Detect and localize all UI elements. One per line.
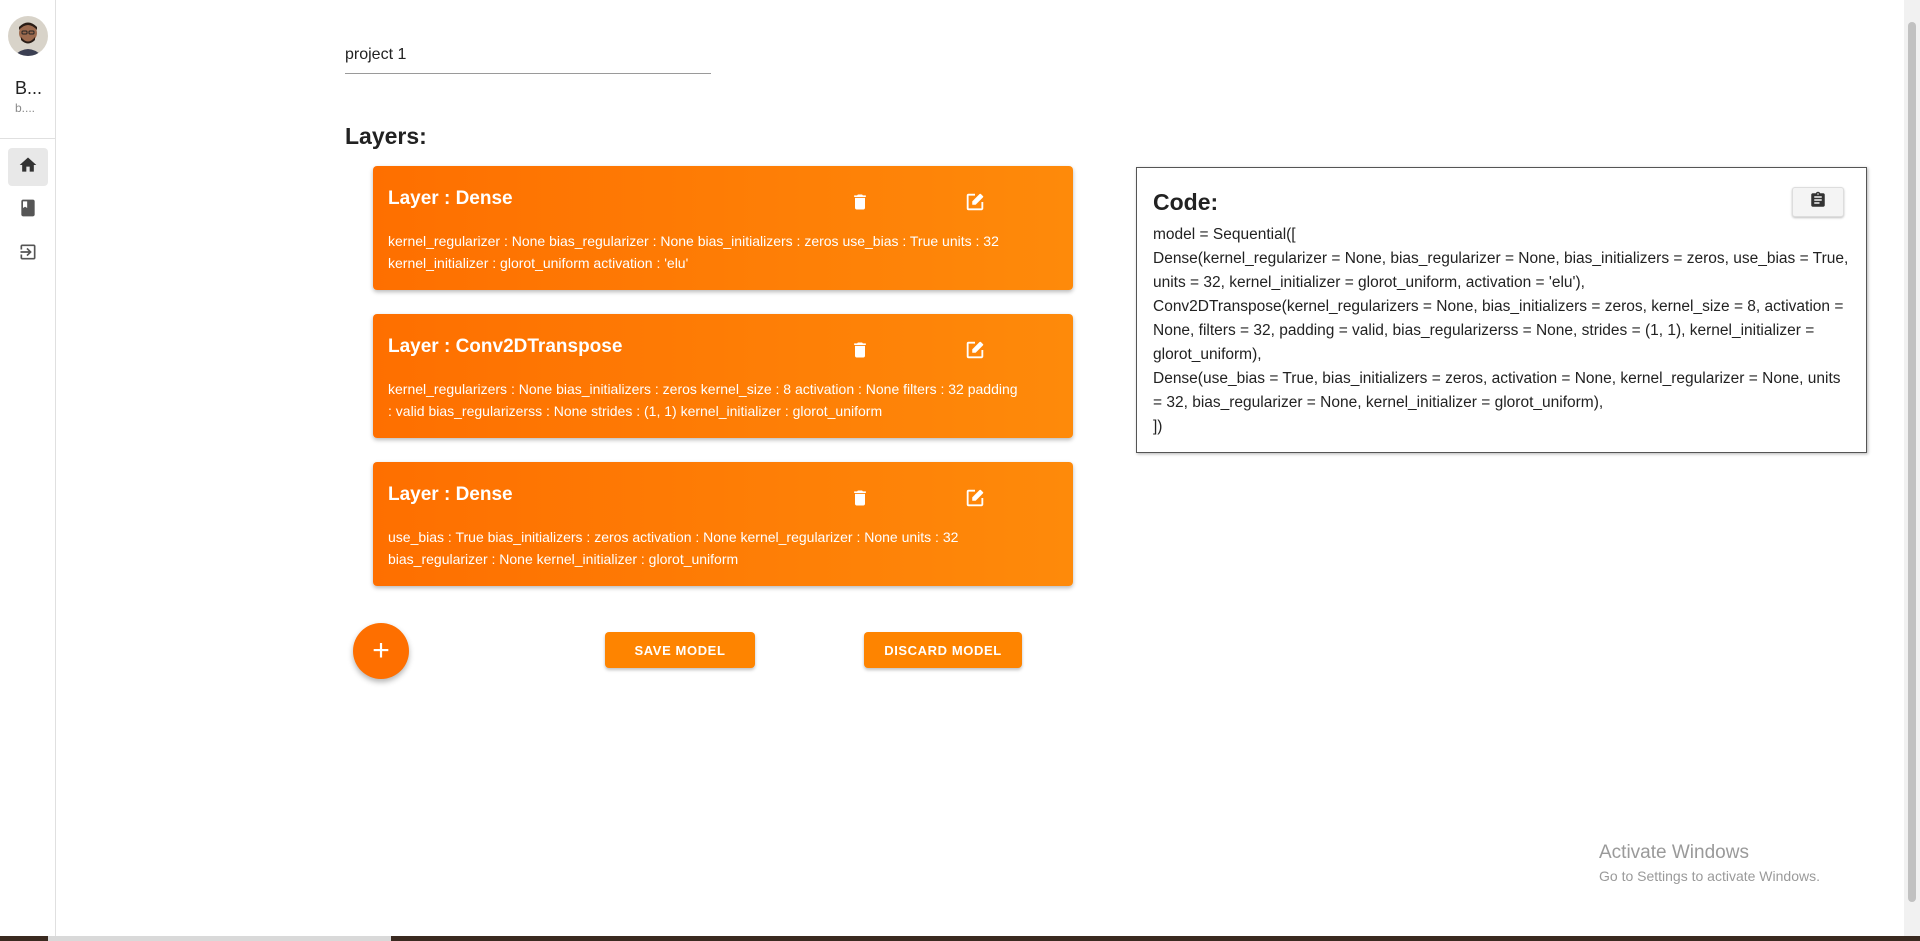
- clipboard-icon: [1809, 191, 1827, 214]
- layer-title: Layer : Dense: [388, 484, 513, 505]
- project-name-field[interactable]: [345, 42, 711, 74]
- taskbar-segment: [48, 936, 391, 941]
- vertical-scrollbar[interactable]: [1904, 0, 1920, 936]
- layer-params: use_bias : True bias_initializers : zeros activation : None kernel_regularizer : None units : 32 bias_regularizer : None kernel_initializer : glorot_uniform: [388, 529, 959, 567]
- code-title: Code:: [1153, 189, 1219, 215]
- delete-layer-button[interactable]: [842, 334, 878, 370]
- edit-layer-button[interactable]: [957, 334, 993, 370]
- logout-icon: [18, 242, 38, 267]
- sidebar-item-logout[interactable]: [8, 235, 48, 273]
- add-layer-button[interactable]: [353, 623, 409, 679]
- user-name: B...: [15, 78, 43, 98]
- code-line: Dense(kernel_regularizer = None, bias_regularizer = None, bias_initializers = zeros, use_bias = True, units = 32, kernel_initializer = glorot_uniform, activation = 'elu'),: [1153, 250, 1849, 291]
- code-block: [1153, 223, 1853, 439]
- layer-title: Layer : Conv2DTranspose: [388, 336, 623, 357]
- delete-layer-button[interactable]: [842, 186, 878, 222]
- copy-code-button[interactable]: [1792, 187, 1844, 217]
- save-model-button[interactable]: SAVE MODEL: [605, 632, 755, 668]
- activation-watermark-title: Activate Windows: [1599, 842, 1749, 863]
- edit-layer-button[interactable]: [957, 482, 993, 518]
- activation-watermark-subtitle: Go to Settings to activate Windows.: [1599, 868, 1820, 884]
- edit-layer-button[interactable]: [957, 186, 993, 222]
- sidebar-item-book[interactable]: [8, 191, 48, 229]
- trash-icon: [850, 192, 870, 217]
- trash-icon: [850, 340, 870, 365]
- layer-params: kernel_regularizers : None bias_initializers : zeros kernel_size : 8 activation : None filters : 32 padding : valid bias_regularizerss : None strides : (1, 1) kernel_initializer : glorot_uniform: [388, 381, 1018, 419]
- code-panel: [1136, 167, 1867, 453]
- avatar[interactable]: [8, 16, 48, 56]
- code-line: model = Sequential([: [1153, 226, 1296, 243]
- layer-title: Layer : Dense: [388, 188, 513, 209]
- layer-params: kernel_regularizer : None bias_regularizer : None bias_initializers : zeros use_bias : True units : 32 kernel_initializer : glorot_uniform activation : 'elu': [388, 233, 999, 271]
- project-name-input[interactable]: [345, 42, 711, 64]
- home-icon: [18, 155, 38, 180]
- layer-card: [373, 166, 1073, 290]
- code-line: Conv2DTranspose(kernel_regularizers = None, bias_initializers = zeros, kernel_size = 8, activation = None, filters = 32, padding = valid, bias_regularizerss = None, strides = (1, 1), kernel_initializer = glorot_uniform),: [1153, 298, 1844, 363]
- edit-icon: [964, 339, 986, 366]
- sidebar: [0, 0, 56, 941]
- delete-layer-button[interactable]: [842, 482, 878, 518]
- sidebar-divider: [0, 138, 56, 139]
- plus-icon: +: [372, 634, 390, 667]
- edit-icon: [964, 191, 986, 218]
- book-icon: [18, 198, 38, 223]
- layer-card: [373, 314, 1073, 438]
- code-line: ]): [1153, 418, 1163, 435]
- discard-model-button[interactable]: DISCARD MODEL: [864, 632, 1022, 668]
- code-line: Dense(use_bias = True, bias_initializers = zeros, activation = None, kernel_regularizer = None, units = 32, bias_regularizer = None, kernel_initializer = glorot_uniform),: [1153, 370, 1841, 411]
- user-email: b....: [15, 101, 36, 115]
- scrollbar-thumb[interactable]: [1908, 22, 1916, 902]
- edit-icon: [964, 487, 986, 514]
- sidebar-item-home[interactable]: [8, 148, 48, 186]
- layer-card: [373, 462, 1073, 586]
- layers-heading: Layers:: [345, 123, 427, 149]
- trash-icon: [850, 488, 870, 513]
